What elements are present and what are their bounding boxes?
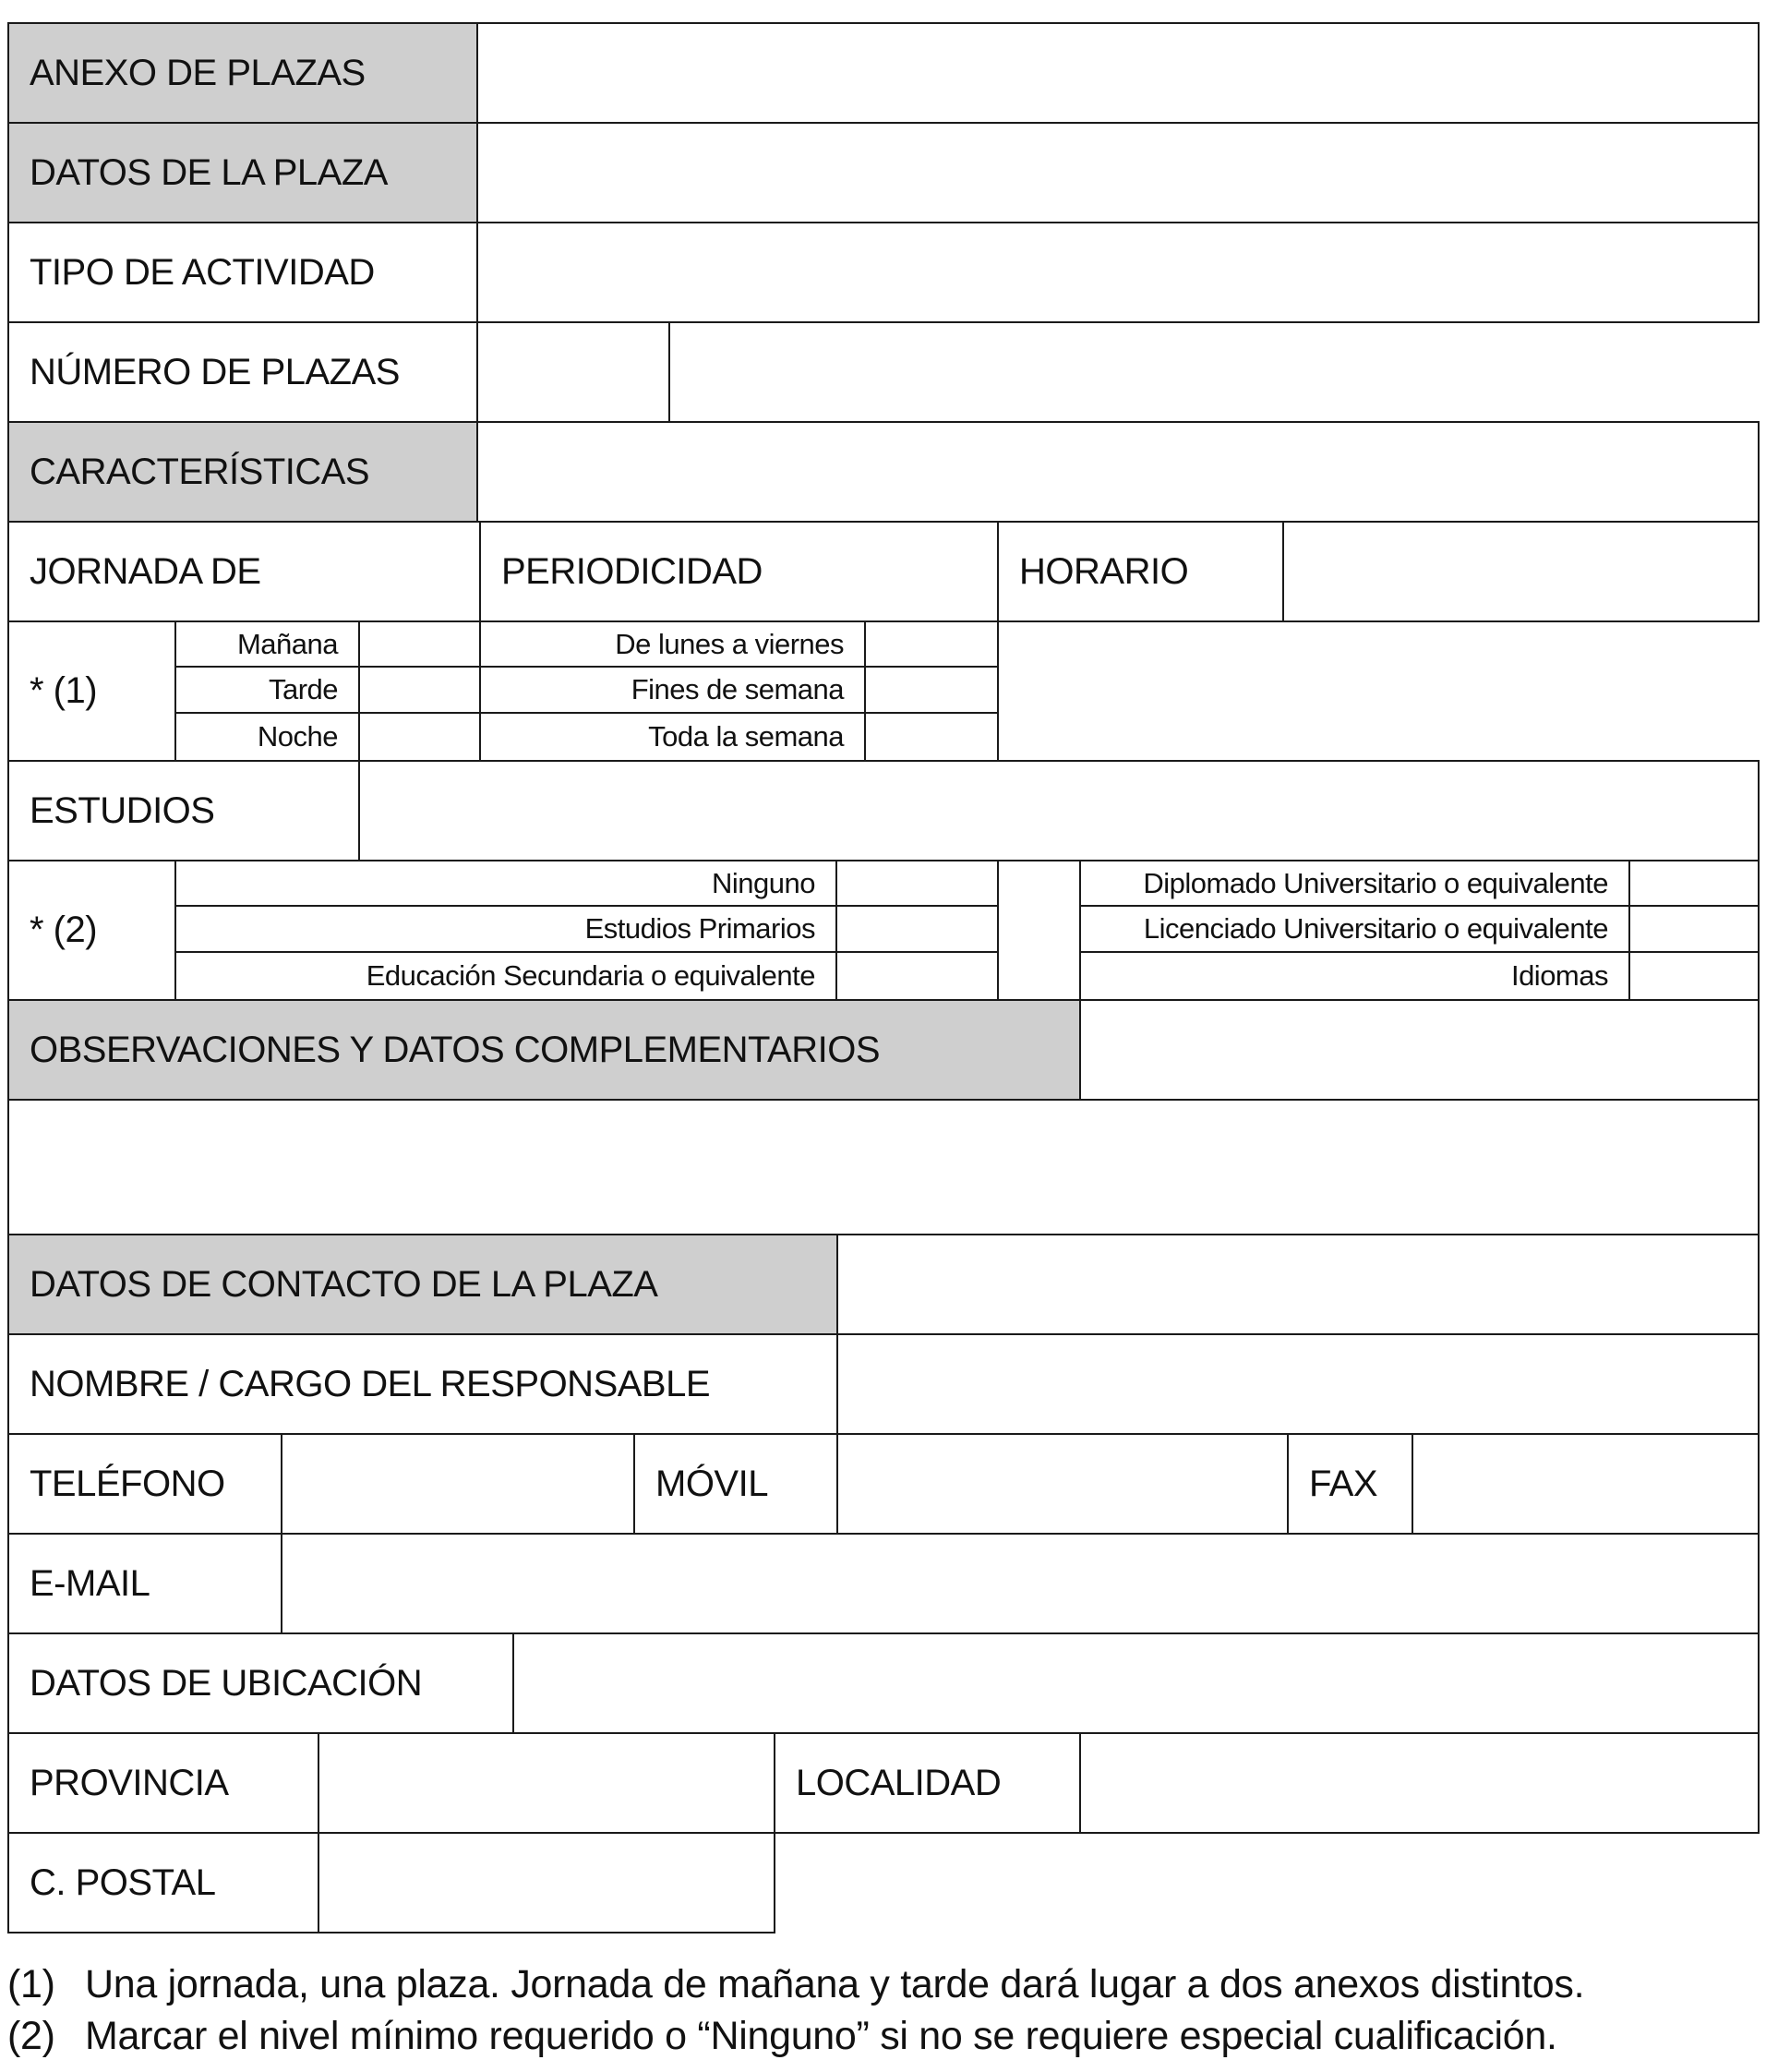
estudios-licenciado-checkbox[interactable]	[1628, 905, 1760, 953]
jornada-option-tarde: Tarde	[174, 666, 360, 714]
caracteristicas-field[interactable]	[476, 421, 1760, 523]
estudios-option-primarios: Estudios Primarios	[174, 905, 837, 953]
observaciones-header-field[interactable]	[1079, 999, 1760, 1101]
footnote-1-marker: (1)	[7, 1962, 55, 2006]
codigo-postal-label: C. POSTAL	[7, 1832, 319, 1933]
datos-de-contacto-header: DATOS DE CONTACTO DE LA PLAZA	[7, 1234, 838, 1335]
email-field[interactable]	[281, 1533, 1760, 1634]
datos-de-la-plaza-field[interactable]	[476, 122, 1760, 223]
telefono-field[interactable]	[281, 1433, 635, 1535]
jornada-option-manana: Mañana	[174, 620, 360, 668]
estudios-idiomas-checkbox[interactable]	[1628, 951, 1760, 1001]
estudios-diplomado-checkbox[interactable]	[1628, 860, 1760, 907]
datos-de-contacto-field[interactable]	[836, 1234, 1760, 1335]
jornada-option-noche: Noche	[174, 712, 360, 762]
fax-field[interactable]	[1412, 1433, 1760, 1535]
horario-label: HORARIO	[997, 521, 1284, 622]
movil-label: MÓVIL	[633, 1433, 838, 1535]
jornada-de-label: JORNADA DE	[7, 521, 481, 622]
estudios-divider-cell	[997, 860, 1081, 1001]
estudios-option-diplomado: Diplomado Universitario o equivalente	[1079, 860, 1630, 907]
fax-label: FAX	[1287, 1433, 1413, 1535]
periodicidad-label: PERIODICIDAD	[479, 521, 999, 622]
datos-de-ubicacion-label: DATOS DE UBICACIÓN	[7, 1632, 514, 1734]
datos-de-ubicacion-field[interactable]	[512, 1632, 1760, 1734]
numero-de-plazas-label: NÚMERO DE PLAZAS	[7, 321, 478, 423]
datos-de-la-plaza-header: DATOS DE LA PLAZA	[7, 122, 478, 223]
estudios-option-ninguno: Ninguno	[174, 860, 837, 907]
caracteristicas-header: CARACTERÍSTICAS	[7, 421, 478, 523]
nota-1-marker: * (1)	[7, 620, 176, 762]
localidad-field[interactable]	[1079, 1732, 1760, 1834]
movil-field[interactable]	[836, 1433, 1289, 1535]
nombre-cargo-field[interactable]	[836, 1333, 1760, 1435]
footnote-2-marker: (2)	[7, 2014, 55, 2058]
localidad-label: LOCALIDAD	[774, 1732, 1081, 1834]
horario-field[interactable]	[1282, 521, 1760, 622]
observaciones-field[interactable]	[7, 1099, 1760, 1235]
nota-2-marker: * (2)	[7, 860, 176, 1001]
provincia-field[interactable]	[318, 1732, 775, 1834]
estudios-primarios-checkbox[interactable]	[835, 905, 999, 953]
jornada-tarde-checkbox[interactable]	[358, 666, 481, 714]
estudios-option-idiomas: Idiomas	[1079, 951, 1630, 1001]
periodicidad-option-lunes-viernes: De lunes a viernes	[479, 620, 866, 668]
estudios-label: ESTUDIOS	[7, 760, 360, 861]
telefono-label: TELÉFONO	[7, 1433, 282, 1535]
footnote-2	[7, 2014, 1557, 2059]
observaciones-header: OBSERVACIONES Y DATOS COMPLEMENTARIOS	[7, 999, 1081, 1101]
anexo-de-plazas-field[interactable]	[476, 22, 1760, 124]
codigo-postal-field[interactable]	[318, 1832, 775, 1933]
email-label: E-MAIL	[7, 1533, 282, 1634]
tipo-de-actividad-label: TIPO DE ACTIVIDAD	[7, 222, 478, 323]
anexo-de-plazas-label: ANEXO DE PLAZAS	[7, 22, 478, 124]
estudios-ninguno-checkbox[interactable]	[835, 860, 999, 907]
footnote-2-text: Marcar el nivel mínimo requerido o “Ninguno” si no se requiere especial cualificación.	[85, 2014, 1557, 2058]
footnote-1-text: Una jornada, una plaza. Jornada de mañana y tarde dará lugar a dos anexos distintos.	[85, 1962, 1585, 2006]
estudios-secundaria-checkbox[interactable]	[835, 951, 999, 1001]
periodicidad-option-fines-semana: Fines de semana	[479, 666, 866, 714]
periodicidad-option-toda-semana: Toda la semana	[479, 712, 866, 762]
footnote-1	[7, 1962, 1584, 2007]
estudios-field[interactable]	[358, 760, 1760, 861]
periodicidad-lunes-viernes-checkbox[interactable]	[864, 620, 999, 668]
jornada-manana-checkbox[interactable]	[358, 620, 481, 668]
numero-de-plazas-field[interactable]	[476, 321, 670, 423]
estudios-option-secundaria: Educación Secundaria o equivalente	[174, 951, 837, 1001]
nombre-cargo-label: NOMBRE / CARGO DEL RESPONSABLE	[7, 1333, 838, 1435]
jornada-noche-checkbox[interactable]	[358, 712, 481, 762]
provincia-label: PROVINCIA	[7, 1732, 319, 1834]
periodicidad-toda-semana-checkbox[interactable]	[864, 712, 999, 762]
periodicidad-fines-semana-checkbox[interactable]	[864, 666, 999, 714]
estudios-option-licenciado: Licenciado Universitario o equivalente	[1079, 905, 1630, 953]
tipo-de-actividad-field[interactable]	[476, 222, 1760, 323]
